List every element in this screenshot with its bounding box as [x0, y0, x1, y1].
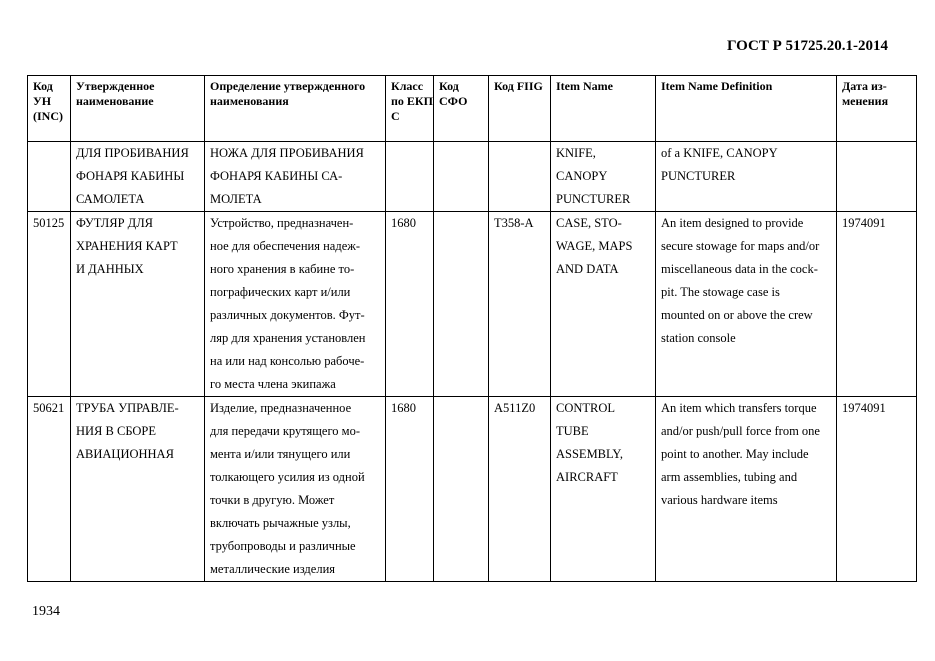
col-header-class: Класс по ЕКП С	[386, 76, 434, 142]
cell-def-ru-line: МОЛЕТА	[210, 192, 262, 206]
table-row	[28, 212, 917, 397]
cell-fiig	[489, 142, 551, 212]
cell-date: 1974091	[837, 397, 917, 582]
cell-name-en-line: CANOPY	[556, 169, 608, 183]
cell-class	[386, 142, 434, 212]
cell-name-ru	[71, 212, 205, 397]
cell-def-en-line: pit. The stowage case is	[661, 285, 780, 299]
cell-name-en-line: ASSEMBLY,	[556, 447, 623, 461]
cell-name-en-line: KNIFE,	[556, 146, 596, 160]
cell-def-ru-line: металлические изделия	[210, 562, 336, 576]
cell-def-en-line: miscellaneous data in the cock-	[661, 262, 818, 276]
cell-def-ru-line: го места члена экипажа	[210, 377, 336, 391]
col-header-sfo: Код СФО	[434, 76, 489, 142]
cell-name-ru	[71, 142, 205, 212]
cell-name-ru-line: ФУТЛЯР ДЛЯ	[76, 216, 154, 230]
cell-def-ru-line: ного хранения в кабине то-	[210, 262, 355, 276]
cell-inc: 50621	[28, 397, 71, 582]
cell-def-en-line: PUNCTURER	[661, 169, 736, 183]
table-row	[28, 142, 917, 212]
cell-def-ru-line: трубопроводы и различные	[210, 539, 356, 553]
cell-name-en-line: WAGE, MAPS	[556, 239, 633, 253]
cell-def-en-line: of a KNIFE, CANOPY	[661, 146, 778, 160]
cell-sfo	[434, 212, 489, 397]
cell-date	[837, 142, 917, 212]
cell-name-ru-line: НИЯ В СБОРЕ	[76, 424, 157, 438]
col-header-date: Дата из- менения	[837, 76, 917, 142]
page-number: 1934	[32, 604, 60, 619]
cell-sfo	[434, 142, 489, 212]
cell-name-ru-line: САМОЛЕТА	[76, 192, 145, 206]
col-header-inc: Код УН (INC)	[28, 76, 71, 142]
cell-name-ru-line: АВИАЦИОННАЯ	[76, 447, 174, 461]
cell-def-en-line: various hardware items	[661, 493, 778, 507]
cell-name-en-line: CASE, STO-	[556, 216, 622, 230]
cell-name-en-line: PUNCTURER	[556, 192, 631, 206]
cell-def-ru	[205, 142, 386, 212]
table-header-row	[28, 76, 917, 142]
cell-def-ru-line: НОЖА ДЛЯ ПРОБИВАНИЯ	[210, 146, 364, 160]
cell-name-ru-line: И ДАННЫХ	[76, 262, 144, 276]
col-header-item-def: Item Name Definition	[656, 76, 837, 142]
cell-def-en-line: and/or push/pull force from one	[661, 424, 820, 438]
cell-name-en-line: CONTROL	[556, 401, 616, 415]
cell-name-ru-line: ХРАНЕНИЯ КАРТ	[76, 239, 178, 253]
cell-def-en-line: An item which transfers torque	[661, 401, 817, 415]
cell-def-en-line: mounted on or above the crew	[661, 308, 813, 322]
cell-def-en-line: point to another. May include	[661, 447, 809, 461]
cell-def-ru-line: включать рычажные узлы,	[210, 516, 351, 530]
col-header-def-ru: Определение утвержденного наименования	[205, 76, 386, 142]
cell-def-en-line: station console	[661, 331, 736, 345]
cell-sfo	[434, 397, 489, 582]
cell-def-ru-line: мента и/или тянущего или	[210, 447, 351, 461]
cell-def-ru-line: ное для обеспечения надеж-	[210, 239, 361, 253]
cell-def-ru	[205, 212, 386, 397]
classification-table	[27, 75, 917, 582]
col-header-item-name: Item Name	[551, 76, 656, 142]
cell-name-ru	[71, 397, 205, 582]
col-header-fiig: Код FIIG	[489, 76, 551, 142]
cell-def-en-line: arm assemblies, tubing and	[661, 470, 798, 484]
cell-name-en	[551, 397, 656, 582]
cell-name-ru-line: ФОНАРЯ КАБИНЫ	[76, 169, 185, 183]
cell-def-ru-line: пографических карт и/или	[210, 285, 351, 299]
cell-def-en	[656, 212, 837, 397]
cell-inc	[28, 142, 71, 212]
cell-def-en	[656, 397, 837, 582]
cell-date: 1974091	[837, 212, 917, 397]
cell-def-ru-line: Изделие, предназначенное	[210, 401, 352, 415]
cell-name-en-line: AIRCRAFT	[556, 470, 618, 484]
cell-fiig: A511Z0	[489, 397, 551, 582]
cell-name-ru-line: ДЛЯ ПРОБИВАНИЯ	[76, 146, 189, 160]
cell-def-ru-line: ФОНАРЯ КАБИНЫ СА-	[210, 169, 343, 183]
cell-def-ru-line: Устройство, предназначен-	[210, 216, 354, 230]
cell-def-ru-line: для передачи крутящего мо-	[210, 424, 360, 438]
cell-def-ru-line: на или над консолью рабоче-	[210, 354, 365, 368]
col-header-name-ru: Утвержденное наименование	[71, 76, 205, 142]
document-id: ГОСТ Р 51725.20.1-2014	[726, 38, 888, 54]
cell-name-en	[551, 142, 656, 212]
cell-name-en	[551, 212, 656, 397]
cell-def-ru-line: различных документов. Фут-	[210, 308, 365, 322]
cell-class: 1680	[386, 212, 434, 397]
cell-name-ru-line: ТРУБА УПРАВЛЕ-	[76, 401, 179, 415]
cell-def-en	[656, 142, 837, 212]
cell-def-ru-line: толкающего усилия из одной	[210, 470, 365, 484]
cell-fiig: T358-A	[489, 212, 551, 397]
cell-def-ru-line: ляр для хранения установлен	[210, 331, 366, 345]
cell-def-ru	[205, 397, 386, 582]
table-row	[28, 397, 917, 582]
cell-def-en-line: secure stowage for maps and/or	[661, 239, 820, 253]
cell-class: 1680	[386, 397, 434, 582]
cell-name-en-line: TUBE	[556, 424, 589, 438]
cell-inc: 50125	[28, 212, 71, 397]
cell-def-ru-line: точки в другую. Может	[210, 493, 335, 507]
cell-name-en-line: AND DATA	[556, 262, 619, 276]
cell-def-en-line: An item designed to provide	[661, 216, 804, 230]
